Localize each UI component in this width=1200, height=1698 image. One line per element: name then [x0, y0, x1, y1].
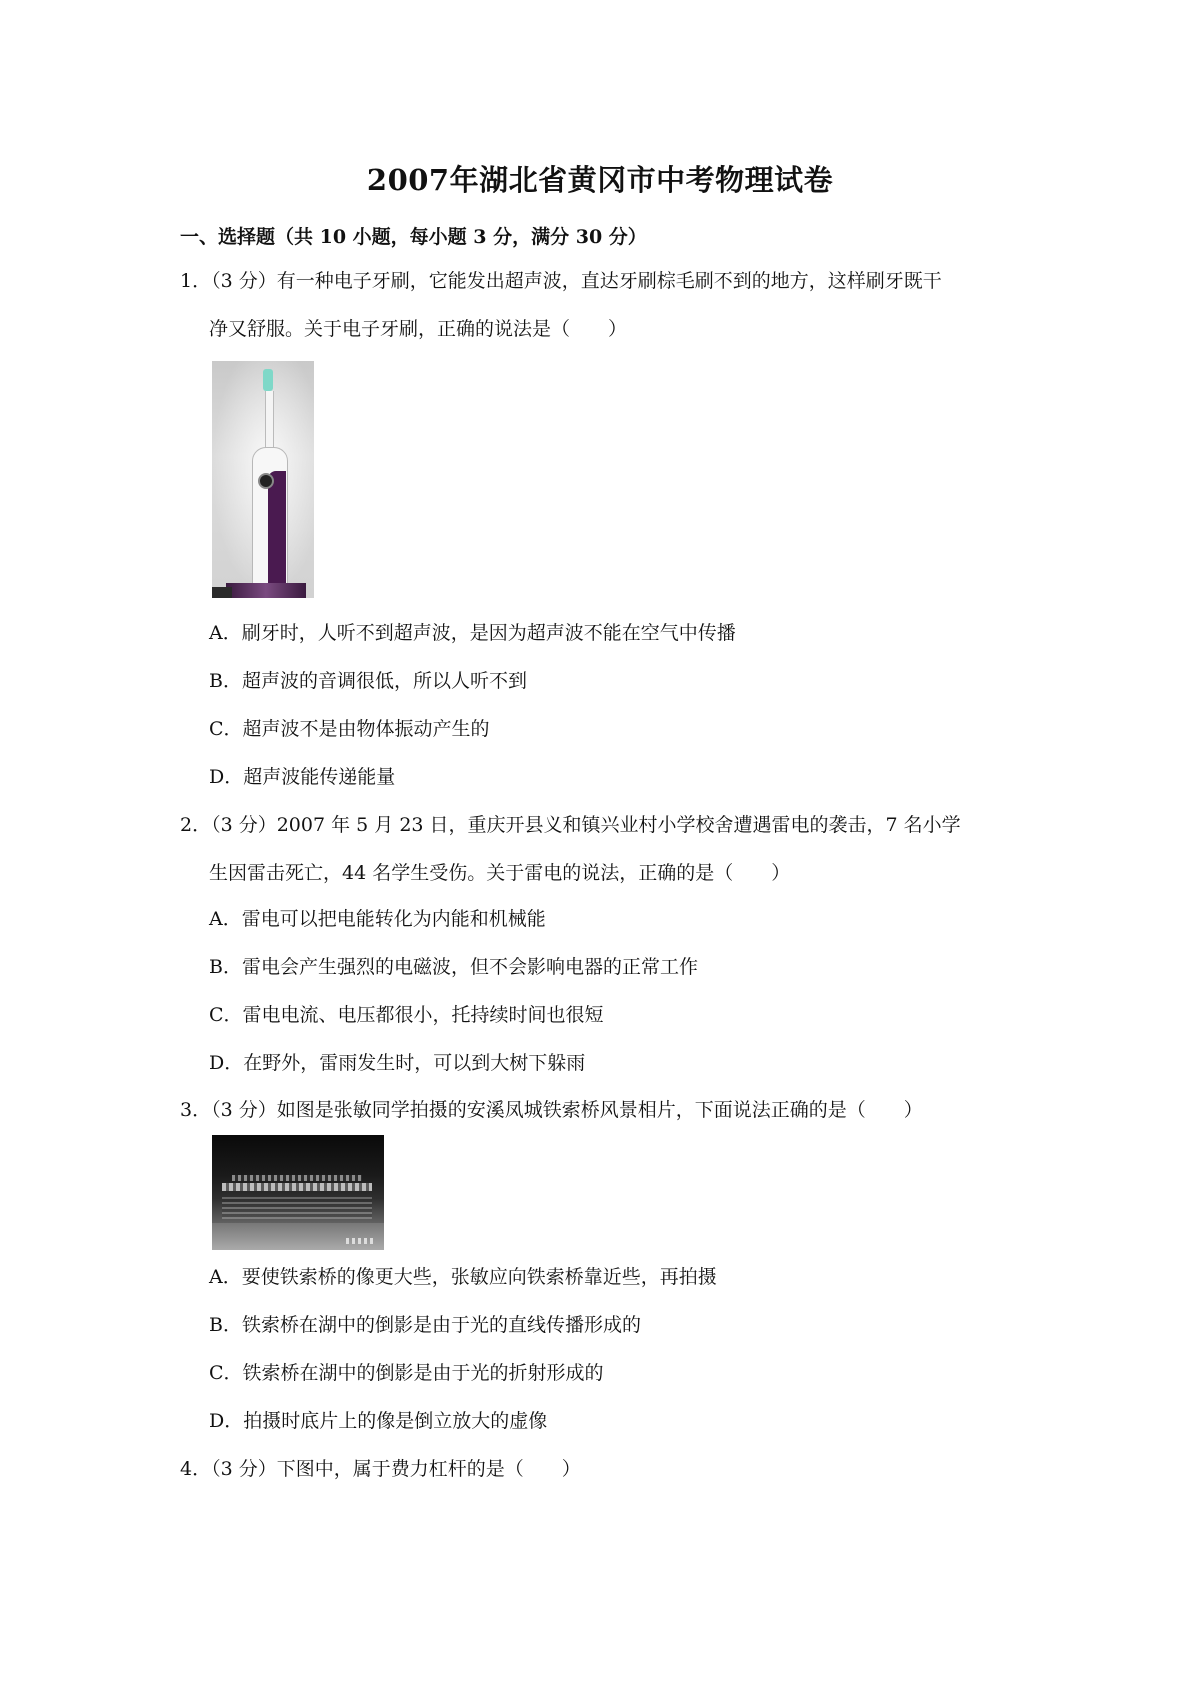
question-2-option-b: B．雷电会产生强烈的电磁波，但不会影响电器的正常工作	[209, 956, 698, 978]
question-2-stem-line-2: 生因雷击死亡，44 名学生受伤。关于雷电的说法，正确的是（ ）	[209, 862, 791, 884]
question-4-stem-line-1: 4．（3 分）下图中，属于费力杠杆的是（ ）	[180, 1458, 581, 1480]
question-1-option-b: B．超声波的音调很低，所以人听不到	[209, 670, 527, 692]
question-2-option-c: C．雷电电流、电压都很小，托持续时间也很短	[209, 1004, 604, 1026]
question-3-option-b: B．铁索桥在湖中的倒影是由于光的直线传播形成的	[209, 1314, 641, 1336]
question-2-option-d: D．在野外，雷雨发生时，可以到大树下躲雨	[209, 1052, 586, 1074]
question-1-option-a: A．刷牙时，人听不到超声波，是因为超声波不能在空气中传播	[209, 622, 736, 644]
question-1-option-d: D．超声波能传递能量	[209, 766, 396, 788]
question-3-option-c: C．铁索桥在湖中的倒影是由于光的折射形成的	[209, 1362, 604, 1384]
question-2-stem-line-1: 2．（3 分）2007 年 5 月 23 日，重庆开县义和镇兴业村小学校舍遭遇雷电的袭击，7 名小学	[180, 814, 961, 836]
page-title: 2007年湖北省黄冈市中考物理试卷	[366, 163, 834, 197]
question-1-stem-line-1: 1．（3 分）有一种电子牙刷，它能发出超声波，直达牙刷棕毛刷不到的地方，这样刷牙既干	[180, 270, 942, 292]
iron-chain-bridge-photo	[212, 1135, 384, 1250]
question-3-option-d: D．拍摄时底片上的像是倒立放大的虚像	[209, 1410, 548, 1432]
electric-toothbrush-image	[212, 361, 314, 598]
question-1-stem-line-2: 净又舒服。关于电子牙刷，正确的说法是（ ）	[209, 318, 628, 340]
question-2-option-a: A．雷电可以把电能转化为内能和机械能	[209, 908, 546, 930]
question-3-option-a: A．要使铁索桥的像更大些，张敏应向铁索桥靠近些，再拍摄	[209, 1266, 717, 1288]
question-3-stem-line-1: 3．（3 分）如图是张敏同学拍摄的安溪凤城铁索桥风景相片，下面说法正确的是（ ）	[180, 1099, 923, 1121]
question-1-option-c: C．超声波不是由物体振动产生的	[209, 718, 490, 740]
section-heading: 一、选择题（共 10 小题，每小题 3 分，满分 30 分）	[180, 226, 647, 248]
